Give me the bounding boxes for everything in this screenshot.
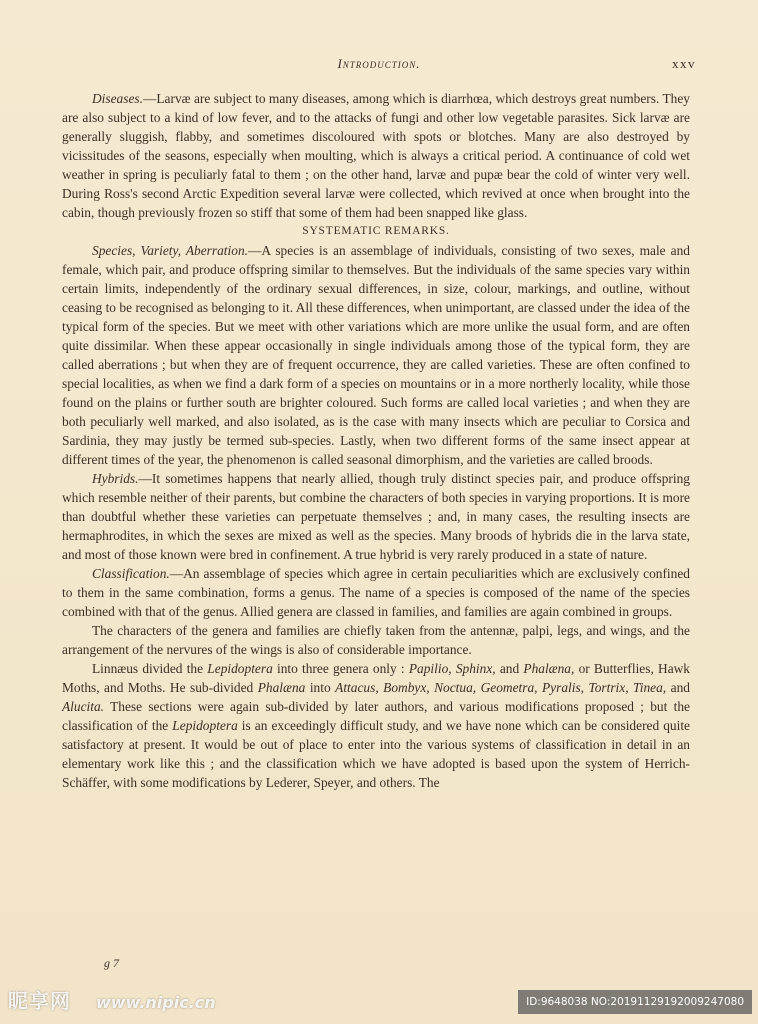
linnaeus-i3: Phalæna,	[523, 661, 575, 676]
watermark-url: www.nipic.cn	[96, 993, 216, 1012]
species-lead: Species, Variety, Aberration.	[92, 243, 248, 258]
linnaeus-t1: Linnæus divided the	[92, 661, 208, 676]
paragraph-linnaeus	[62, 659, 690, 792]
classification-text: —An assemblage of species which agree in certain peculiarities which are exclusively confined to them in the same combination, forms a genus. The name of a species is composed of the name of the species combined with that of the genus. Allied genera are classed in families, and families are again combined in groups.	[62, 566, 690, 619]
page-body	[62, 89, 690, 792]
paragraph-species	[62, 241, 690, 469]
linnaeus-t6: and	[666, 680, 690, 695]
linnaeus-i2: Papilio, Sphinx,	[408, 661, 496, 676]
linnaeus-t8: is an exceedingly difficult study, and we have none which can be considered quite satisfactory at present. It would be out of place to enter into the various systems of classification in detail in an elementary work like this ; and the classification which we have adopted is based upon the system of Herrich-Schäffer, with some modifications by Lederer, Speyer, and others. The	[62, 718, 690, 790]
linnaeus-t2: into three genera only :	[272, 661, 409, 676]
linnaeus-i6: Alucita.	[62, 699, 105, 714]
running-header	[62, 56, 696, 74]
page-number: xxv	[672, 56, 696, 71]
watermark-id: ID:9648038 NO:20191129192009247080	[518, 990, 752, 1014]
classification-lead: Classification.	[92, 566, 170, 581]
paragraph-diseases	[62, 89, 690, 222]
watermark-bar	[0, 990, 758, 1024]
header-title: Introduction.	[337, 56, 421, 71]
linnaeus-t4: or Butterflies, Hawk Moths, and Moths. He sub-divided	[62, 661, 690, 695]
linnaeus-i5: Attacus, Bombyx, Noctua, Geometra, Pyralis, Tortrix, Tinea,	[335, 680, 667, 695]
printer-signature: g 7	[104, 956, 119, 970]
linnaeus-t5: into	[305, 680, 336, 695]
watermark-logo: 昵享网	[8, 989, 71, 1013]
hybrids-lead: Hybrids.	[92, 471, 139, 486]
paragraph-hybrids	[62, 469, 690, 564]
species-text: —A species is an assemblage of individuals, consisting of two sexes, male and female, which pair, and produce offspring similar to themselves. But the individuals of the same species vary within certain limits, independently of the ordinary sexual differences, in size, colour, markings, and outline, without ceasing to be recognised as belonging to it. All these differences, when unimportant, are classed under the idea of the typical form of the species. But we meet with other variations which are more unlike the usual form, and are often quite dissimilar. When these appear occasionally in single individuals among those of the typical form, they are called aberrations ; but when they are of frequent occurrence, they are called varieties. These are often confined to special localities, as when we find a dark form of a species on mountains or in a more northerly locality, while those found on the plains or further south are brighter coloured. Such forms are called local varieties ; and when they are both peculiarly well marked, and also isolated, as is the case with many insects which are peculiar to Corsica and Sardinia, they may justly be termed sub-species. Lastly, when two different forms of the same insect appear at different times of the year, the phenomenon is called seasonal dimorphism, and the varieties are called broods.	[62, 243, 690, 467]
diseases-lead: Diseases.	[92, 91, 143, 106]
section-heading: SYSTEMATIC REMARKS.	[302, 225, 450, 237]
linnaeus-i1: Lepidoptera	[207, 661, 273, 676]
paragraph-classification	[62, 564, 690, 621]
linnaeus-t3: and	[495, 661, 524, 676]
paragraph-characters: The characters of the genera and families are chiefly taken from the antennæ, palpi, legs, and wings, and the arrangement of the nervures of the wings is also of considerable importance.	[62, 623, 690, 657]
linnaeus-i7: Lepidoptera	[172, 718, 238, 733]
linnaeus-t7: These sections were again sub-divided by later authors, and various modifications proposed ; but the classification of the	[62, 699, 690, 733]
diseases-text: —Larvæ are subject to many diseases, among which is diarrhœa, which destroys great numbers. They are also subject to a kind of low fever, and to the attacks of fungi and other low vegetable parasites. Sick larvæ are generally sluggish, flabby, and sometimes discoloured with spots or blotches. Many are also destroyed by vicissitudes of the seasons, especially when moulting, which is always a critical period. A continuance of cold wet weather in spring is peculiarly fatal to them ; on the other hand, larvæ and pupæ bear the cold of winter very well. During Ross's second Arctic Expedition several larvæ were collected, which revived at once when brought into the cabin, though previously frozen so stiff that some of them had been snapped like glass.	[62, 91, 690, 220]
linnaeus-i4: Phalæna	[257, 680, 306, 695]
hybrids-text: —It sometimes happens that nearly allied, though truly distinct species pair, and produce offspring which resemble neither of their parents, but combine the characters of both species in varying proportions. It is more than doubtful whether these varieties can perpetuate themselves ; and, in many cases, the resulting insects are hermaphrodites, in which the sexes are mixed as well as the species. Many broods of hybrids die in the larva state, and most of those known were bred in confinement. A true hybrid is very rarely produced in a state of nature.	[62, 471, 690, 562]
